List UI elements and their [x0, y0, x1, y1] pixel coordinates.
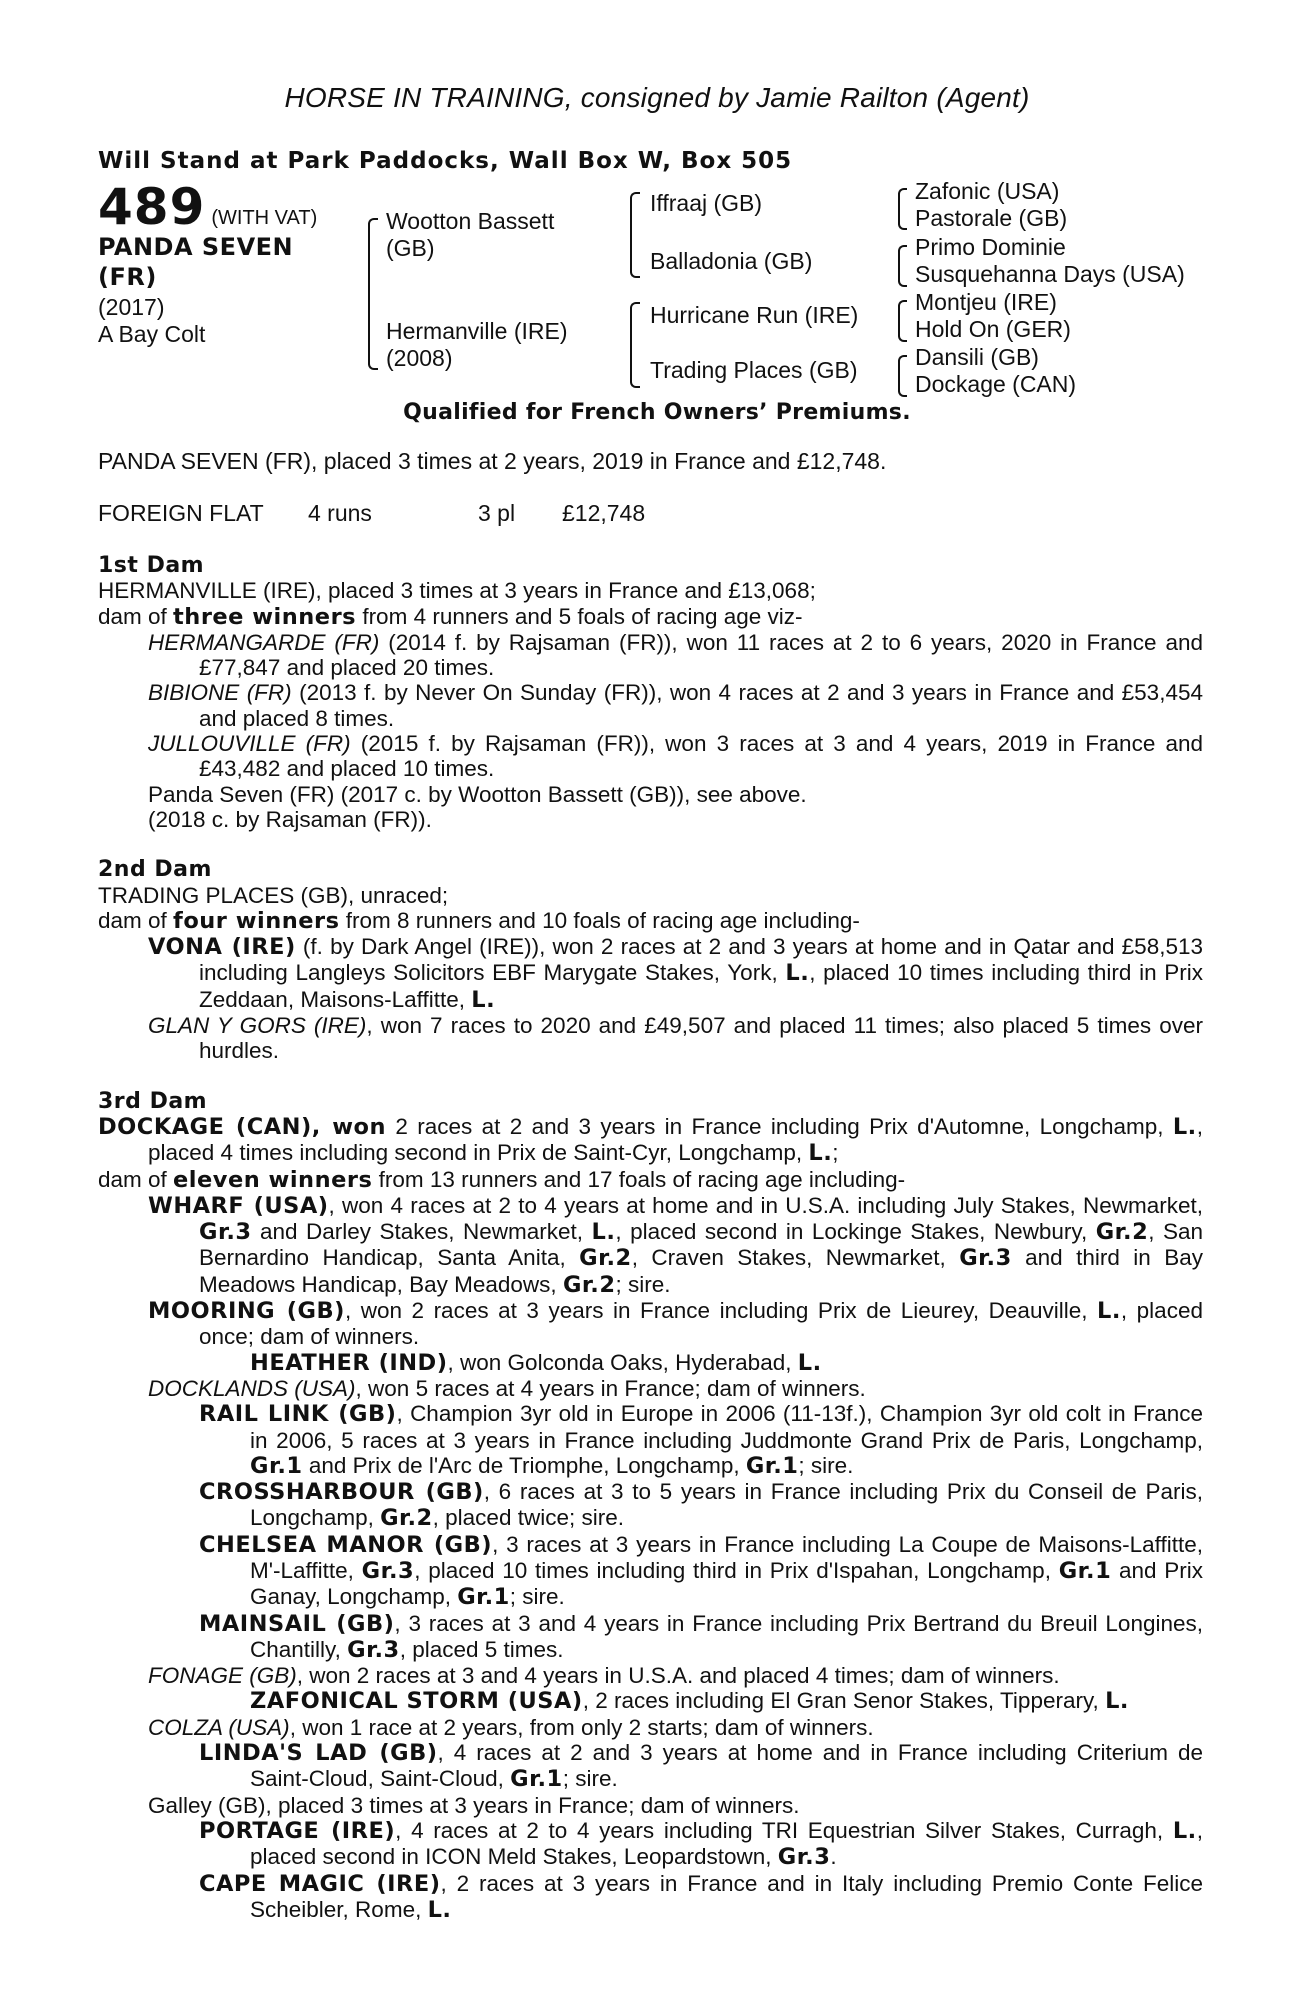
- offspring-name: DOCKLANDS (USA): [148, 1375, 356, 1401]
- offspring-record: , placed 10 times including third in Prix Zeddaan, Maisons-Laffitte,: [199, 960, 1203, 1012]
- pedigree-bracket-g2: [898, 245, 907, 287]
- race-grade: L.: [785, 960, 810, 987]
- pedigree-g6: Hold On (GER): [915, 316, 1071, 342]
- offspring-name: LINDA'S LAD (GB): [199, 1740, 438, 1767]
- race-grade: Gr.2: [1095, 1219, 1149, 1246]
- race-grade: Gr.2: [562, 1271, 616, 1298]
- race-grade: Gr.2: [579, 1245, 632, 1272]
- record-placed: 3 pl: [478, 500, 516, 526]
- offspring-entry: [98, 1663, 1203, 1688]
- offspring-record: , 6 races at 3 to 5 years in France including Prix du Conseil de Paris, Longchamp,: [250, 1479, 1203, 1531]
- offspring-record: , placed second in ICON Meld Stakes, Leopardstown,: [250, 1817, 1203, 1870]
- offspring-entry: [98, 1376, 1203, 1401]
- pedigree-g4: Susquehanna Days (USA): [915, 261, 1185, 287]
- third-dam-produce: [98, 1167, 1203, 1193]
- offspring-entry: Panda Seven (FR) (2017 c. by Wootton Bassett (GB)), see above.: [148, 781, 807, 807]
- pedigree-dam: Hermanville (IRE) (2008): [386, 318, 568, 371]
- offspring-name: HEATHER (IND): [250, 1349, 448, 1376]
- offspring-name: PORTAGE (IRE): [199, 1817, 396, 1844]
- pedigree-g7: Dansili (GB): [915, 344, 1039, 370]
- pedigree-sire: Wootton Bassett (GB): [386, 208, 555, 261]
- offspring-record: (f. by Dark Angel (IRE)), won 2 races at 2 and 3 years at home and in Qatar and £58,513 including Langleys Solicitors EBF Marygate Stakes, York,: [199, 934, 1204, 986]
- offspring-name: WHARF (USA): [148, 1192, 329, 1219]
- offspring-entry: [98, 1715, 1203, 1740]
- offspring-entry: [98, 630, 1203, 681]
- offspring-entry: [98, 934, 1203, 1013]
- offspring-entry: [98, 1013, 1203, 1064]
- offspring-record: (2015 f. by Rajsaman (FR)), won 3 races at 3 and 4 years, 2019 in France and £43,482 and placed 10 times.: [199, 731, 1203, 782]
- offspring-name: CAPE MAGIC (IRE): [199, 1870, 441, 1897]
- pedigree-g8: Dockage (CAN): [915, 371, 1077, 397]
- offspring-entry: [98, 731, 1203, 782]
- offspring-record: ; sire.: [509, 1584, 565, 1610]
- offspring-record: (2014 f. by Rajsaman (FR)), won 11 races at 2 to 6 years, 2020 in France and £77,847 and placed 20 times.: [199, 629, 1203, 681]
- grand-offspring-entry: [98, 1818, 1203, 1871]
- offspring-record: , won 2 races at 3 and 4 years in U.S.A. and placed 4 times; dam of winners.: [296, 1663, 1060, 1689]
- race-grade: L.: [1172, 1817, 1197, 1844]
- dam-record: ;: [832, 1140, 839, 1166]
- offspring-entry: [98, 680, 1203, 731]
- third-dam-title: 3rd Dam: [98, 1088, 208, 1114]
- race-grade: Gr.1: [510, 1766, 563, 1793]
- produce-text: dam of: [98, 1166, 174, 1192]
- offspring-entry: [98, 1298, 1203, 1350]
- pedigree-sire-dam: Balladonia (GB): [650, 248, 813, 274]
- offspring-record: , won 4 races at 2 to 4 years at home and in U.S.A. including July Stakes, Newmarket,: [328, 1192, 1203, 1218]
- offspring-record: , 2 races including El Gran Senor Stakes, Tipperary,: [582, 1688, 1106, 1714]
- vat-note: (WITH VAT): [211, 207, 318, 229]
- race-grade: Gr.1: [250, 1452, 303, 1479]
- stand-location: Will Stand at Park Paddocks, Wall Box W, Box 505: [98, 148, 793, 174]
- race-grade: L.: [1097, 1298, 1121, 1325]
- second-dam-intro: TRADING PLACES (GB), unraced;: [98, 882, 449, 908]
- offspring-name: FONAGE (GB): [148, 1663, 297, 1689]
- offspring-record: and third in Bay Meadows Handicap, Bay Meadows,: [199, 1245, 1203, 1297]
- race-grade: L.: [1172, 1113, 1197, 1140]
- dam-record: 2 races at 2 and 3 years in France including Prix d'Automne, Longchamp,: [386, 1113, 1173, 1139]
- pedigree-dam-sire: Hurricane Run (IRE): [650, 302, 859, 328]
- record-runs: 4 runs: [308, 500, 372, 526]
- offspring-entry: [98, 1193, 1203, 1298]
- produce-text: dam of: [98, 907, 174, 933]
- race-grade: L.: [1105, 1688, 1129, 1715]
- pedigree-g2: Pastorale (GB): [915, 205, 1068, 231]
- dam-record: , placed 4 times including second in Prix de Saint-Cyr, Longchamp,: [148, 1113, 1203, 1166]
- first-dam-intro: HERMANVILLE (IRE), placed 3 times at 3 years in France and £13,068;: [98, 578, 816, 604]
- offspring-entry: (2018 c. by Rajsaman (FR)).: [148, 806, 432, 832]
- offspring-record: , won 2 races at 3 years in France including Prix de Lieurey, Deauville,: [344, 1298, 1097, 1324]
- offspring-record: , 4 races at 2 and 3 years at home and in France including Criterium de Saint-Cloud, Saint-Cloud,: [250, 1740, 1203, 1792]
- offspring-name: CHELSEA MANOR (GB): [199, 1531, 493, 1558]
- second-dam-produce: [98, 908, 1203, 934]
- first-dam-section: [98, 553, 1203, 1923]
- offspring-record: , placed twice; sire.: [432, 1505, 624, 1531]
- offspring-record: and Prix de l'Arc de Triomphe, Longchamp,: [302, 1452, 746, 1478]
- offspring-record: , 4 races at 2 to 4 years including TRI Equestrian Silver Stakes, Curragh,: [395, 1817, 1173, 1843]
- record-label: FOREIGN FLAT: [98, 500, 264, 526]
- first-dam-title: 1st Dam: [98, 553, 205, 578]
- foaling-year: (2017): [98, 294, 165, 320]
- lot-header: [98, 178, 317, 236]
- winners-count: three winners: [173, 603, 357, 630]
- consignor-heading: HORSE IN TRAINING, consigned by Jamie Railton (Agent): [284, 82, 1030, 113]
- race-grade: L.: [471, 986, 496, 1013]
- offspring-record: , 3 races at 3 and 4 years in France including Prix Bertrand du Breuil Longines, Chantilly,: [250, 1610, 1203, 1662]
- offspring-record: , won 1 race at 2 years, from only 2 starts; dam of winners.: [289, 1714, 874, 1740]
- offspring-name: MAINSAIL (GB): [199, 1610, 395, 1637]
- pedigree-bracket-g3: [898, 300, 907, 342]
- offspring-record: and Darley Stakes, Newmarket,: [251, 1219, 592, 1245]
- race-grade: L.: [797, 1349, 822, 1376]
- pedigree-g3: Primo Dominie: [915, 234, 1066, 260]
- pedigree-g1: Zafonic (USA): [915, 178, 1060, 204]
- offspring-record: (2013 f. by Never On Sunday (FR)), won 4 races at 2 and 3 years in France and £53,454 and placed 8 times.: [199, 680, 1203, 731]
- lot-number: 489: [98, 178, 206, 236]
- won-label: , won: [311, 1113, 387, 1140]
- offspring-record: , placed 10 times including third in Prix d'Ispahan, Longchamp,: [414, 1557, 1059, 1583]
- race-grade: Gr.3: [347, 1636, 400, 1663]
- offspring-name: JULLOUVILLE (FR): [148, 731, 351, 757]
- race-grade: L.: [427, 1896, 452, 1923]
- produce-text: from 13 runners and 17 foals of racing age including-: [372, 1166, 906, 1192]
- grand-offspring-entry: [98, 1479, 1203, 1532]
- horse-description: A Bay Colt: [98, 321, 206, 347]
- pedigree-dam-dam: Trading Places (GB): [650, 357, 858, 383]
- pedigree-bracket-dam-line: [630, 302, 640, 388]
- offspring-record: , Champion 3yr old in Europe in 2006 (11-13f.), Champion 3yr old colt in France in 2006, 5 races at 3 years in France including Juddmonte Grand Prix de Paris, Longchamp,: [250, 1401, 1204, 1453]
- grand-offspring-entry: [98, 1871, 1203, 1924]
- offspring-record: , Craven Stakes, Newmarket,: [631, 1245, 960, 1271]
- first-dam-produce: [98, 604, 1203, 630]
- offspring-record: ; sire.: [615, 1271, 671, 1297]
- pedigree-bracket-g1: [898, 188, 907, 230]
- offspring-name: COLZA (USA): [148, 1714, 290, 1740]
- pedigree-bracket-sire-dam: [368, 218, 378, 370]
- race-summary: PANDA SEVEN (FR), placed 3 times at 2 years, 2019 in France and £12,748.: [98, 448, 887, 474]
- race-grade: Gr.3: [777, 1844, 831, 1871]
- offspring-record: , San Bernardino Handicap, Santa Anita,: [199, 1219, 1203, 1271]
- dam-name: DOCKAGE (CAN): [98, 1113, 312, 1140]
- race-grade: Gr.3: [959, 1245, 1012, 1272]
- offspring-name: BIBIONE (FR): [148, 680, 292, 706]
- pedigree-sire-sire: Iffraaj (GB): [650, 190, 763, 216]
- offspring-name: CROSSHARBOUR (GB): [199, 1479, 484, 1506]
- race-grade: Gr.3: [361, 1557, 415, 1584]
- offspring-entry: Galley (GB), placed 3 times at 3 years in France; dam of winners.: [148, 1792, 800, 1818]
- offspring-name: VONA (IRE): [148, 934, 296, 961]
- winners-count: four winners: [173, 907, 340, 934]
- third-dam-intro: [98, 1114, 1203, 1167]
- offspring-record: ; sire.: [562, 1766, 618, 1792]
- offspring-record: and Prix Ganay, Longchamp,: [250, 1557, 1204, 1610]
- grand-offspring-entry: [98, 1611, 1203, 1664]
- race-grade: Gr.3: [199, 1219, 252, 1246]
- offspring-record: , placed once; dam of winners.: [199, 1298, 1203, 1350]
- offspring-record: , won 7 races to 2020 and £49,507 and placed 11 times; also placed 5 times over hurdles.: [199, 1013, 1203, 1064]
- second-dam-title: 2nd Dam: [98, 857, 212, 883]
- grand-offspring-entry: [98, 1532, 1203, 1611]
- race-grade: Gr.1: [1058, 1557, 1112, 1584]
- offspring-record: , 3 races at 3 years in France including La Coupe de Maisons-Laffitte, M'-Laffitte,: [250, 1531, 1203, 1583]
- offspring-record: , 2 races at 3 years in France and in Italy including Premio Conte Felice Scheibler, Rome,: [250, 1870, 1203, 1922]
- horse-name: PANDA SEVEN (FR): [98, 233, 294, 291]
- pedigree-g5: Montjeu (IRE): [915, 289, 1057, 315]
- qualified-note: Qualified for French Owners’ Premiums.: [403, 400, 911, 425]
- race-grade: Gr.1: [457, 1584, 510, 1611]
- offspring-name: RAIL LINK (GB): [199, 1401, 397, 1428]
- grand-offspring-entry: [98, 1740, 1203, 1793]
- produce-text: dam of: [98, 603, 174, 629]
- pedigree-bracket-g4: [898, 355, 907, 397]
- offspring-name: MOORING (GB): [148, 1298, 345, 1325]
- offspring-record: , won Golconda Oaks, Hyderabad,: [447, 1349, 798, 1375]
- produce-text: from 8 runners and 10 foals of racing age including-: [339, 907, 860, 933]
- offspring-record: , placed 5 times.: [399, 1636, 564, 1662]
- race-grade: Gr.2: [380, 1505, 433, 1532]
- offspring-record: ; sire.: [798, 1452, 854, 1478]
- offspring-record: , won 5 races at 4 years in France; dam of winners.: [355, 1375, 866, 1401]
- offspring-name: GLAN Y GORS (IRE): [148, 1013, 367, 1039]
- grand-offspring-entry: [98, 1401, 1203, 1479]
- produce-text: from 4 runners and 5 foals of racing age viz-: [356, 603, 803, 629]
- offspring-name: HERMANGARDE (FR): [148, 629, 380, 655]
- race-grade: L.: [808, 1140, 833, 1167]
- pedigree-bracket-sire-line: [630, 192, 640, 278]
- record-earnings: £12,748: [562, 500, 646, 526]
- winners-count: eleven winners: [173, 1166, 373, 1193]
- offspring-record: , placed second in Lockinge Stakes, Newbury,: [615, 1219, 1096, 1245]
- race-grade: Gr.1: [745, 1452, 799, 1479]
- grand-offspring-entry: [98, 1350, 1203, 1376]
- offspring-record: .: [830, 1844, 837, 1870]
- grand-offspring-entry: [98, 1688, 1203, 1714]
- race-grade: L.: [591, 1219, 616, 1246]
- offspring-name: ZAFONICAL STORM (USA): [250, 1688, 583, 1715]
